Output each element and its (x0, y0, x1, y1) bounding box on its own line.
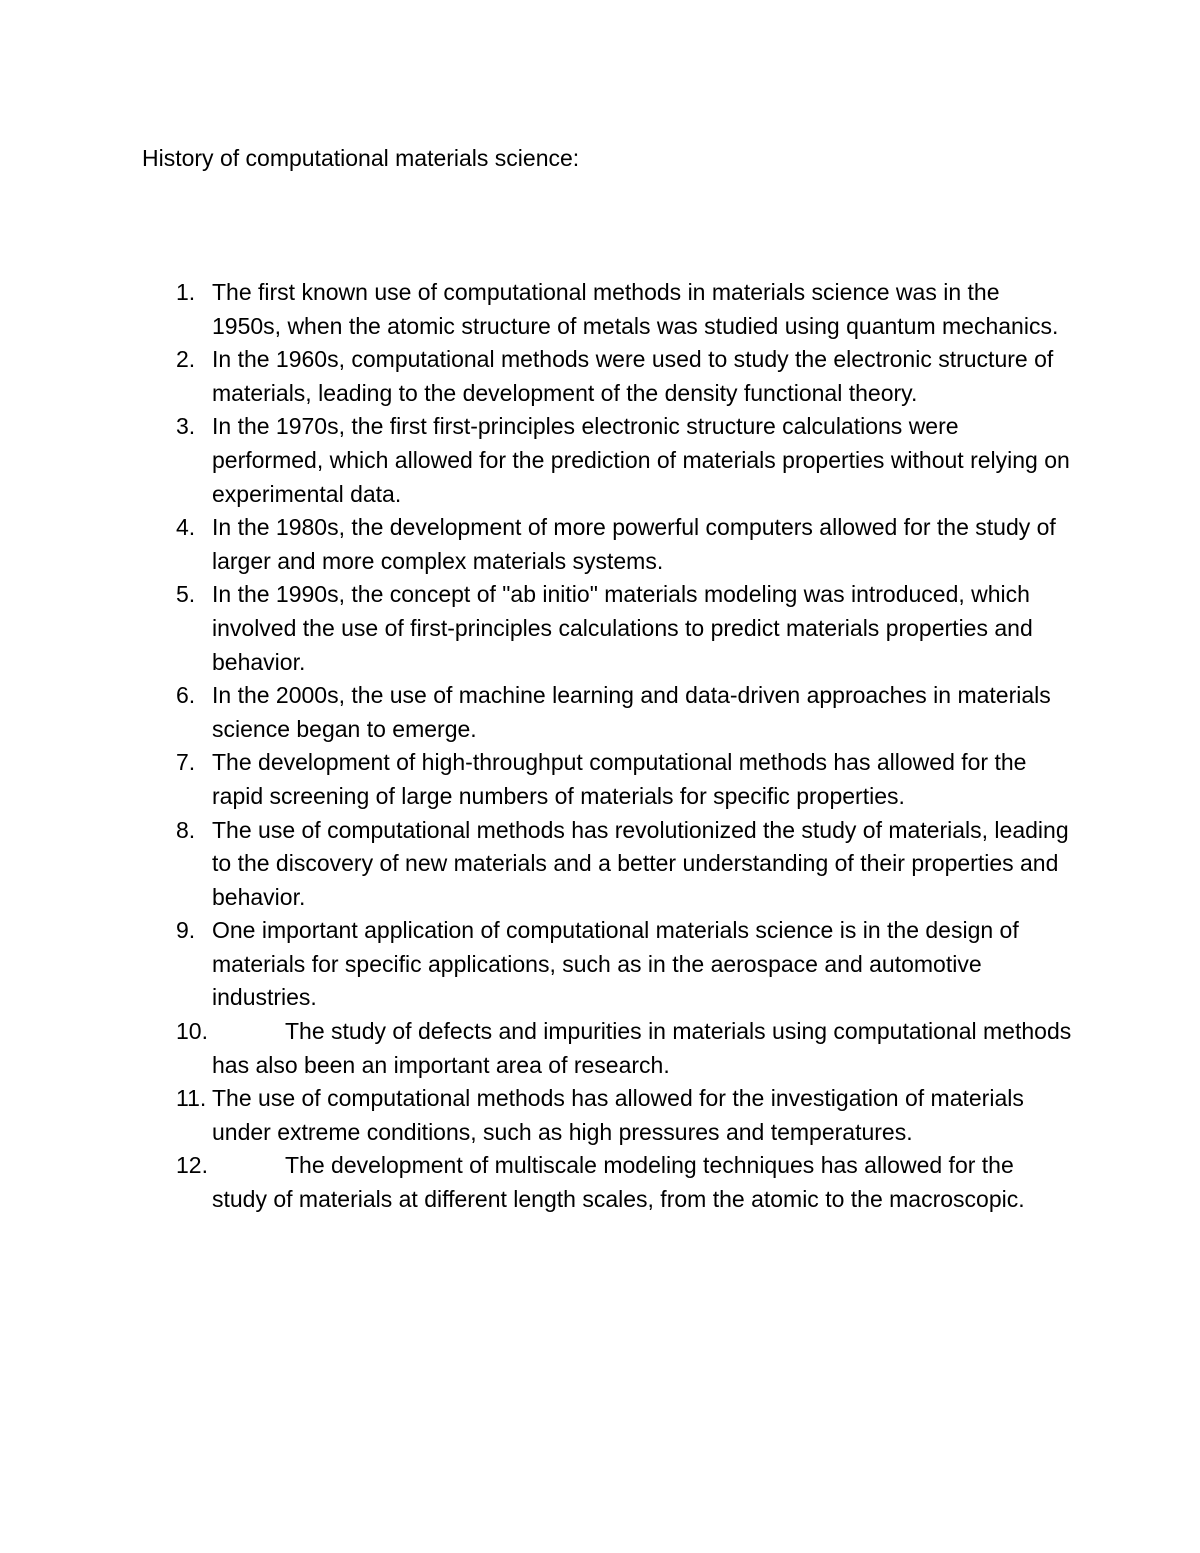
document-title: History of computational materials science: (142, 145, 580, 171)
list-item-number: 10. (176, 1018, 208, 1045)
list-item-number: 4. (176, 514, 196, 541)
history-list (0, 276, 1200, 1217)
list-item-number: 8. (176, 816, 196, 843)
list-item-text: In the 1970s, the first first-principles electronic structure calculations were performed, which allowed for the prediction of materials properties without relying on experimental data. (212, 413, 1070, 507)
list-item (0, 343, 1072, 410)
list-item-text: In the 1960s, computational methods were used to study the electronic structure of materials, leading to the development of the density functional theory. (212, 346, 1054, 406)
list-item (0, 814, 1072, 915)
list-item-text: The first known use of computational methods in materials science was in the 1950s, when the atomic structure of metals was studied using quantum mechanics. (212, 279, 1059, 339)
list-item-text: In the 1980s, the development of more powerful computers allowed for the study of larger and more complex materials systems. (212, 514, 1056, 574)
list-item-number: 3. (176, 413, 196, 440)
list-item-text: In the 2000s, the use of machine learning and data-driven approaches in materials science began to emerge. (212, 682, 1051, 742)
list-item-number: 11. (176, 1085, 207, 1112)
list-item-text: The development of multiscale modeling techniques has allowed for the study of materials at different length scales, from the atomic to the macroscopic. (212, 1152, 1025, 1213)
list-item (0, 746, 1072, 813)
list-item-text-wrapper (212, 1149, 1072, 1216)
list-item-text: The study of defects and impurities in materials using computational methods has also been an important area of research. (212, 1018, 1072, 1078)
list-item-number: 5. (176, 581, 196, 608)
list-item-text-wrapper (212, 1015, 1072, 1082)
list-item-text: The use of computational methods has allowed for the investigation of materials under extreme conditions, such as high pressures and temperatures. (212, 1085, 1024, 1145)
list-item (0, 511, 1072, 578)
list-item (0, 578, 1072, 679)
list-item-number: 2. (176, 346, 196, 373)
list-item (0, 276, 1072, 343)
list-item (0, 410, 1072, 511)
list-item-number: 7. (176, 749, 196, 776)
list-item (0, 1082, 1072, 1149)
list-item-number: 9. (176, 917, 196, 944)
list-item (0, 679, 1072, 746)
list-item-text: One important application of computational materials science is in the design of materials for specific applications, such as in the aerospace and automotive industries. (212, 917, 1019, 1011)
list-item-number: 12. (176, 1152, 208, 1179)
list-item (0, 1015, 1072, 1082)
list-item-number: 6. (176, 682, 196, 709)
list-item-number: 1. (176, 279, 196, 305)
list-item-text: In the 1990s, the concept of "ab initio" materials modeling was introduced, which involved the use of first-principles calculations to predict materials properties and behavior. (212, 581, 1033, 675)
list-item (0, 1149, 1072, 1216)
list-item-text: The development of high-throughput computational methods has allowed for the rapid screening of large numbers of materials for specific properties. (212, 749, 1027, 809)
list-item-text: The use of computational methods has revolutionized the study of materials, leading to the discovery of new materials and a better understanding of their properties and behavior. (212, 816, 1069, 910)
list-item (0, 914, 1072, 1015)
